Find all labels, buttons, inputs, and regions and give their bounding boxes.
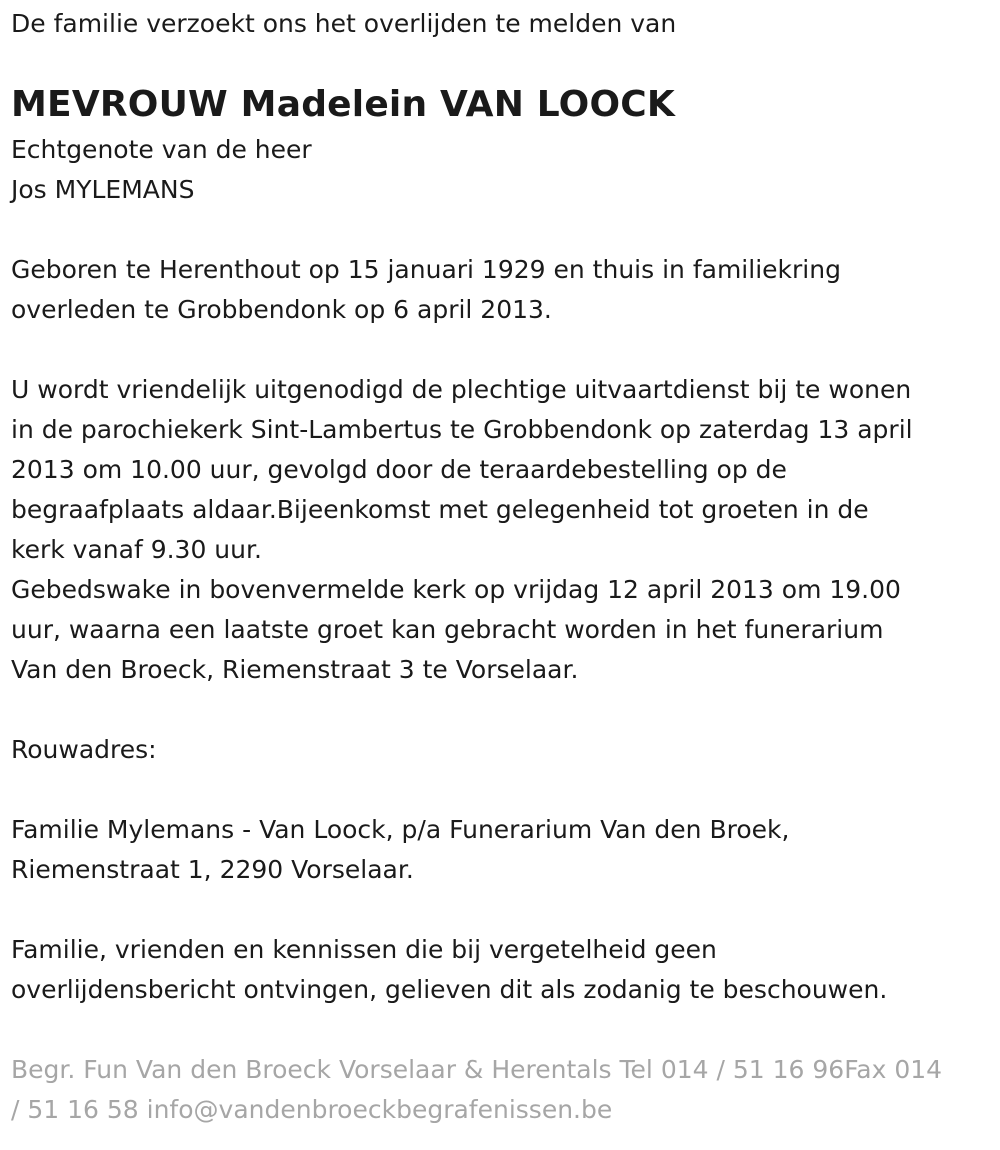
prayer-vigil-line-3: Van den Broeck, Riemenstraat 3 te Vorselaar. [11, 655, 579, 684]
birth-death-line-1: Geboren te Herenthout op 15 januari 1929 en thuis in familiekring [11, 255, 841, 284]
mourning-address-section [11, 810, 991, 890]
intro-text: De familie verzoekt ons het overlijden te melden van [11, 9, 677, 38]
spouse-line-1: Echtgenote van de heer [11, 135, 312, 164]
mourning-address-line-2: Riemenstraat 1, 2290 Vorselaar. [11, 855, 414, 884]
mourning-address-line-1: Familie Mylemans - Van Loock, p/a Funerarium Van den Broek, [11, 815, 790, 844]
funeral-home-footer [11, 1050, 991, 1130]
funeral-line-5: kerk vanaf 9.30 uur. [11, 535, 262, 564]
funeral-section [11, 370, 991, 690]
birth-death-section [11, 250, 991, 330]
notice-line-1: Familie, vrienden en kennissen die bij vergetelheid geen [11, 935, 717, 964]
funeral-line-3: 2013 om 10.00 uur, gevolgd door de teraardebestelling op de [11, 455, 787, 484]
spouse-section [11, 130, 991, 210]
funeral-line-2: in de parochiekerk Sint-Lambertus te Grobbendonk op zaterdag 13 april [11, 415, 913, 444]
prayer-vigil-line-1: Gebedswake in bovenvermelde kerk op vrijdag 12 april 2013 om 19.00 [11, 575, 901, 604]
notice-section [11, 930, 991, 1010]
funeral-line-4: begraafplaats aldaar.Bijeenkomst met gelegenheid tot groeten in de [11, 495, 869, 524]
mourning-address-label-section [11, 730, 991, 770]
footer-line-2: / 51 16 58 info@vandenbroeckbegrafenissen.be [11, 1095, 613, 1124]
footer-line-1: Begr. Fun Van den Broeck Vorselaar & Herentals Tel 014 / 51 16 96Fax 014 [11, 1055, 943, 1084]
birth-death-line-2: overleden te Grobbendonk op 6 april 2013. [11, 295, 552, 324]
mourning-address-label: Rouwadres: [11, 735, 157, 764]
prayer-vigil-line-2: uur, waarna een laatste groet kan gebracht worden in het funerarium [11, 615, 884, 644]
spouse-line-2: Jos MYLEMANS [11, 175, 195, 204]
deceased-name: MEVROUW Madelein VAN LOOCK [11, 84, 675, 125]
funeral-line-1: U wordt vriendelijk uitgenodigd de plechtige uitvaartdienst bij te wonen [11, 375, 912, 404]
obituary-notice [11, 0, 991, 1130]
notice-line-2: overlijdensbericht ontvingen, gelieven dit als zodanig te beschouwen. [11, 975, 888, 1004]
